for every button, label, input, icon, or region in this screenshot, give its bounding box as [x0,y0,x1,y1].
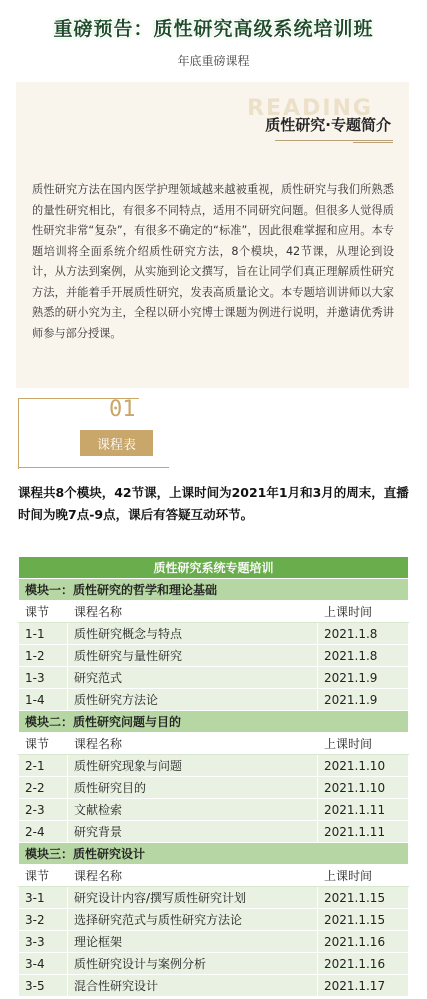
module-title: 模块三：质性研究设计 [19,843,409,865]
intro-body: 质性研究方法在国内医学护理领域越来越被重视，质性研究与我们所熟悉的量性研究相比，有很多不同特点，适用不同研究问题。但很多人觉得质性研究非常“复杂”，有很多不确定的“标准”，因此很难掌握和应用。本专题培训将全面系统介绍质性研究方法，8个模块，42节课，从理论到设计，从方法到案例，从实施到论文撰写，旨在让同学们真正理解质性研究方法，并能着手开展质性研究，发表高质量论文。本专题培训讲师以大家熟悉的研小究为主，全程以研小究博士课题为例进行说明，并邀请优秀讲师参与部分授课。 [32,183,394,340]
course-name: 研究设计内容/撰写质性研究计划 [68,887,318,909]
header-lesson: 课节 [19,601,68,623]
reading-watermark: READING [247,96,373,121]
class-date: 2021.1.11 [318,821,409,843]
table-row [19,689,409,711]
lesson-id: 2-1 [19,755,68,777]
heading-underline [275,140,393,141]
schedule-tag: 课程表 [80,430,153,456]
course-name: 质性研究目的 [68,777,318,799]
page-title: 重磅预告：质性研究高级系统培训班 [53,18,374,40]
lesson-id: 1-2 [19,645,68,667]
lesson-id: 2-2 [19,777,68,799]
header-course-name: 课程名称 [68,601,318,623]
course-name: 研究范式 [68,667,318,689]
course-name: 质性研究概念与特点 [68,623,318,645]
table-row [19,821,409,843]
module-row [19,579,409,601]
lesson-id: 3-5 [19,975,68,997]
schedule-summary: 课程共8个模块，42节课，上课时间为2021年1月和3月的周末，直播时间为晚7点-9点，课后有答疑互动环节。 [18,485,409,522]
course-name: 选择研究范式与质性研究方法论 [68,909,318,931]
intro-card [16,82,409,388]
header-course-name: 课程名称 [68,865,318,887]
section-rule [19,467,169,468]
class-date: 2021.1.16 [318,931,409,953]
column-header-row [19,865,409,887]
lesson-id: 3-1 [19,887,68,909]
module-title: 模块一：质性研究的哲学和理论基础 [19,579,409,601]
header-lesson: 课节 [19,865,68,887]
class-date: 2021.1.15 [318,909,409,931]
table-row [19,953,409,975]
table-row [19,623,409,645]
table-row [19,777,409,799]
header-course-name: 课程名称 [68,733,318,755]
lesson-id: 1-1 [19,623,68,645]
module-row [19,843,409,865]
course-name: 质性研究设计与案例分析 [68,953,318,975]
table-row [19,909,409,931]
table-caption: 质性研究系统专题培训 [19,557,409,579]
header-time: 上课时间 [318,601,409,623]
column-header-row [19,601,409,623]
course-name: 理论框架 [68,931,318,953]
table-row [19,799,409,821]
table-row [19,645,409,667]
course-name: 研究背景 [68,821,318,843]
course-name: 文献检索 [68,799,318,821]
class-date: 2021.1.15 [318,887,409,909]
page-subtitle: 年底重磅课程 [177,54,250,68]
course-name: 混合性研究设计 [68,975,318,997]
class-date: 2021.1.10 [318,777,409,799]
schedule-table [18,556,409,997]
class-date: 2021.1.16 [318,953,409,975]
lesson-id: 1-3 [19,667,68,689]
lesson-id: 2-3 [19,799,68,821]
course-name: 质性研究与量性研究 [68,645,318,667]
lesson-id: 3-2 [19,909,68,931]
table-row [19,931,409,953]
heading-underline-accent [353,142,393,143]
header-lesson: 课节 [19,733,68,755]
class-date: 2021.1.8 [318,645,409,667]
table-row [19,887,409,909]
lesson-id: 1-4 [19,689,68,711]
module-row [19,711,409,733]
intro-heading: 质性研究·专题简介 [265,116,391,134]
header-time: 上课时间 [318,865,409,887]
table-caption-row [19,557,409,579]
class-date: 2021.1.9 [318,689,409,711]
table-row [19,755,409,777]
class-date: 2021.1.9 [318,667,409,689]
lesson-id: 3-3 [19,931,68,953]
table-row [19,667,409,689]
table-row [19,975,409,997]
module-title: 模块二：质性研究问题与目的 [19,711,409,733]
header-time: 上课时间 [318,733,409,755]
course-name: 质性研究现象与问题 [68,755,318,777]
class-date: 2021.1.8 [318,623,409,645]
section-number: 01 [109,397,136,422]
lesson-id: 3-4 [19,953,68,975]
class-date: 2021.1.10 [318,755,409,777]
course-name: 质性研究方法论 [68,689,318,711]
class-date: 2021.1.17 [318,975,409,997]
lesson-id: 2-4 [19,821,68,843]
column-header-row [19,733,409,755]
class-date: 2021.1.11 [318,799,409,821]
